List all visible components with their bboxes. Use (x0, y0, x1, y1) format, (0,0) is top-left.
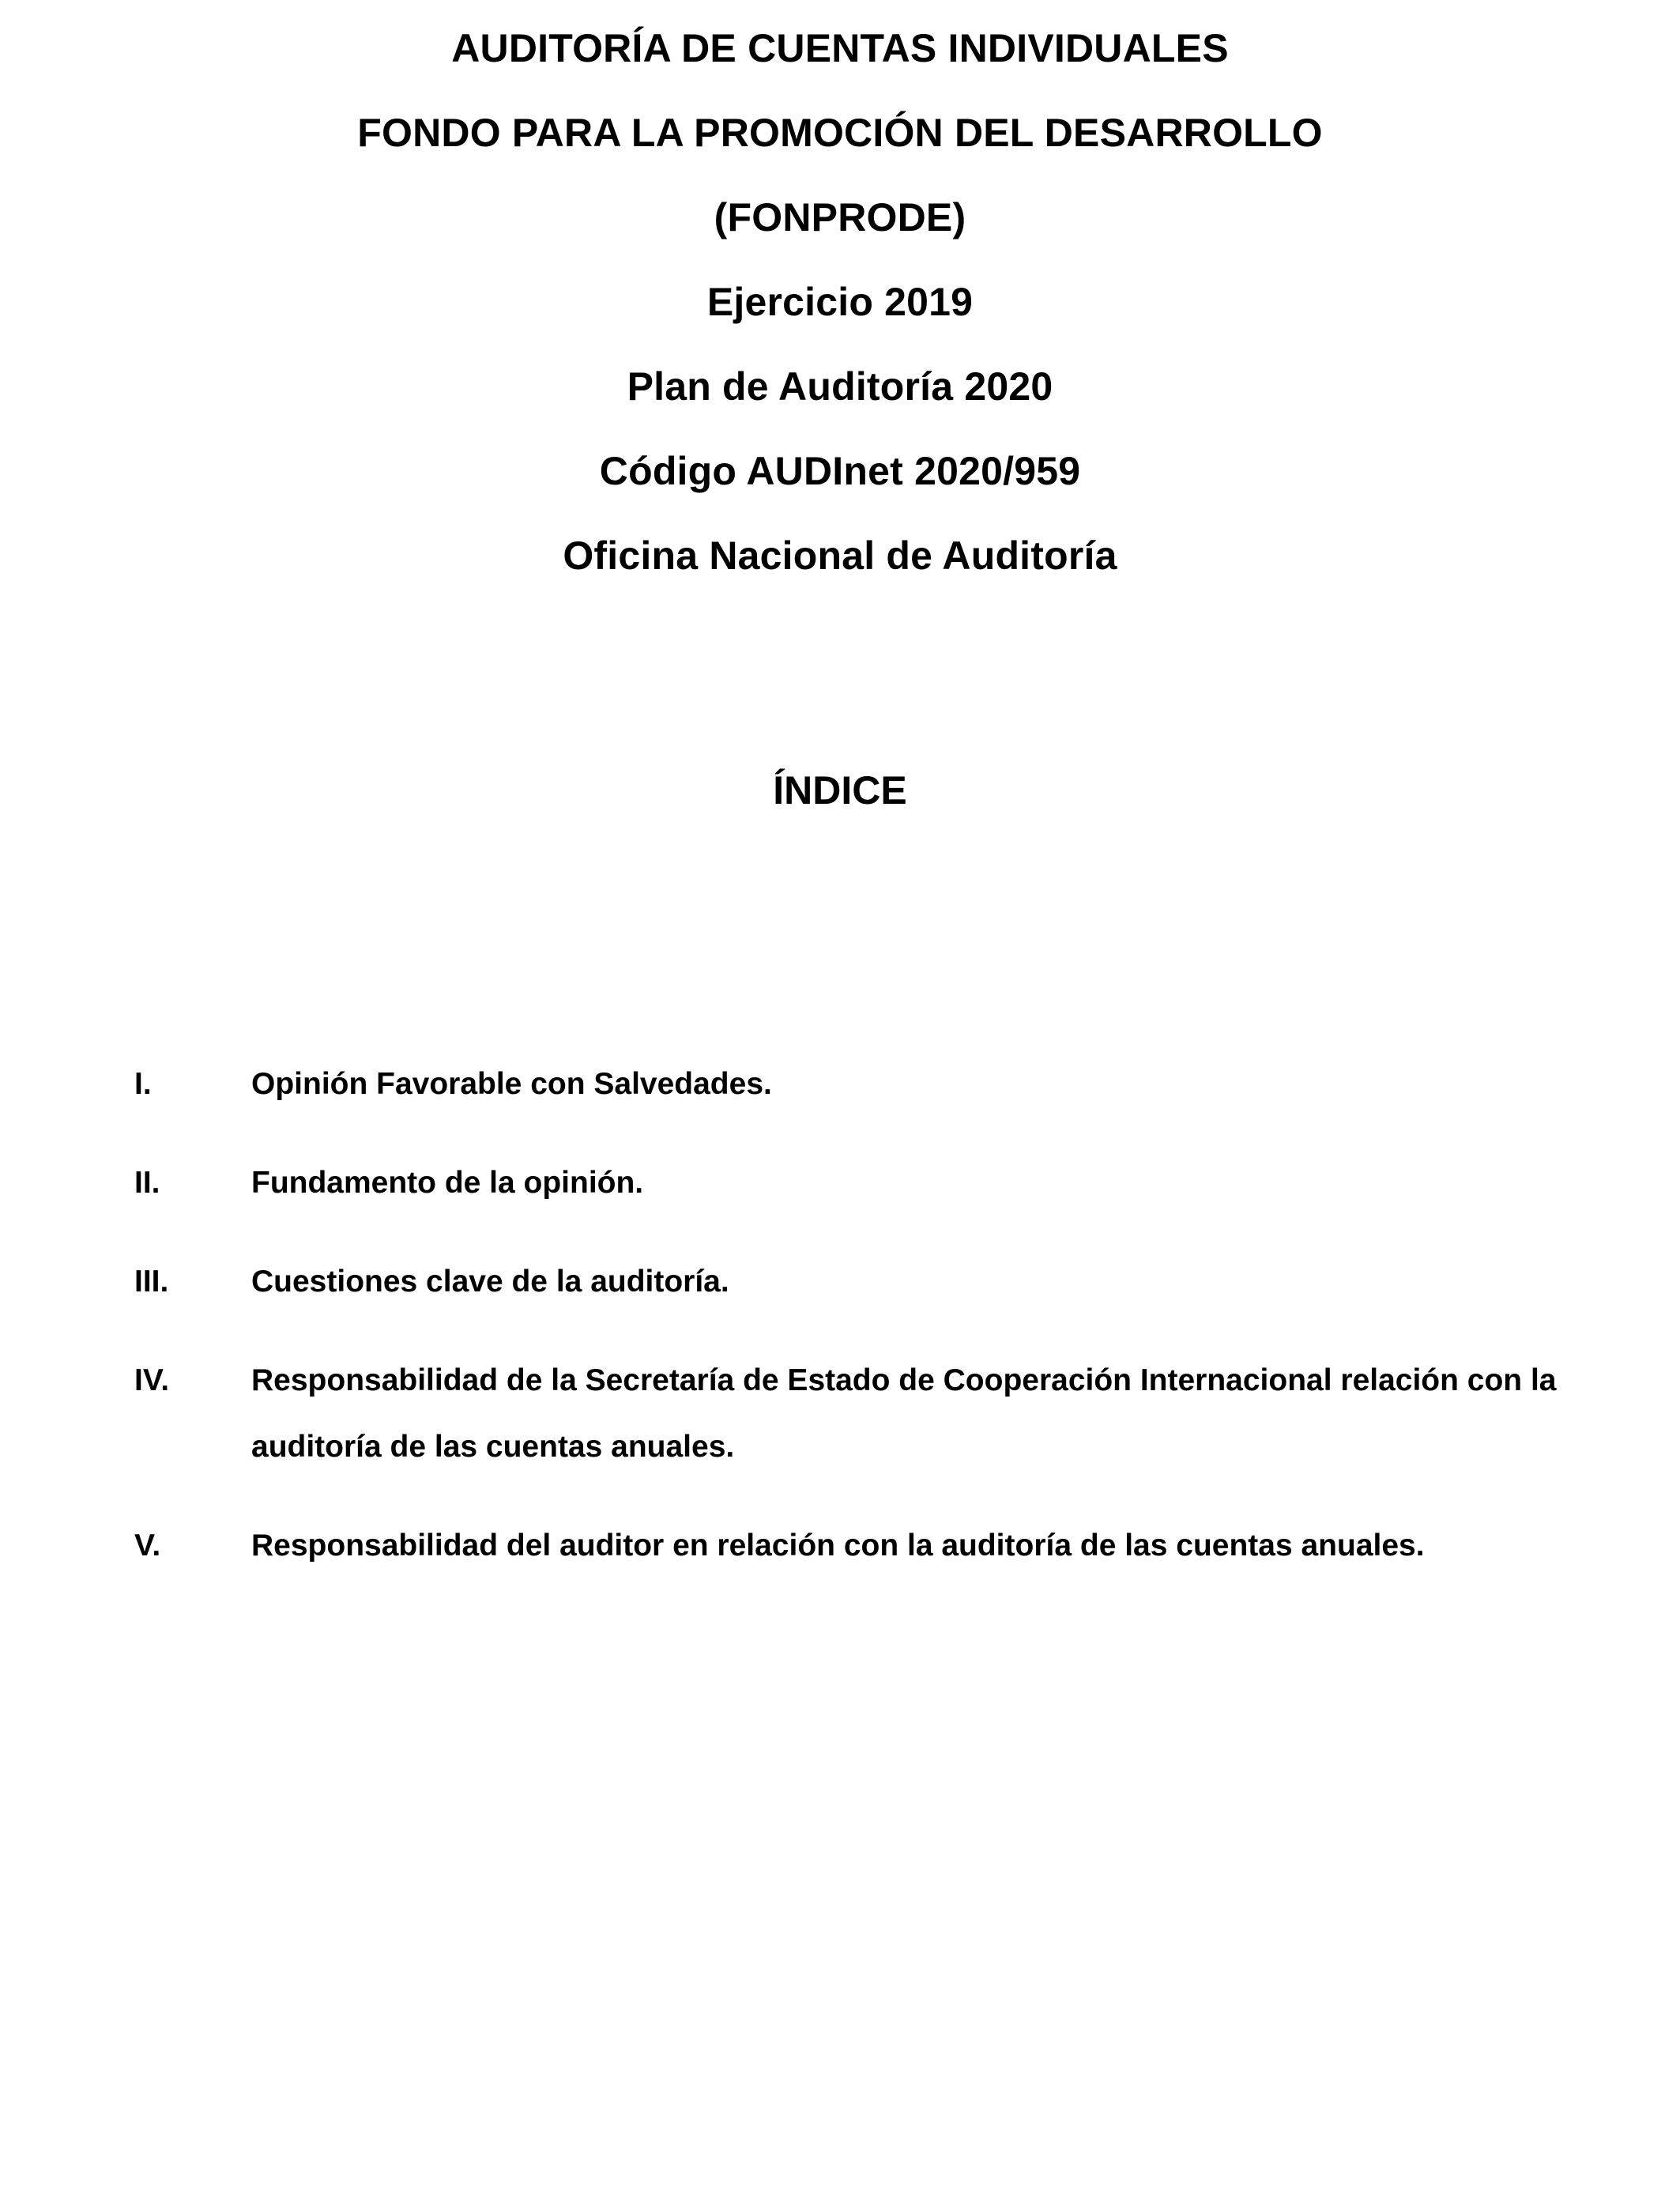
toc-item-text: Responsabilidad del auditor en relación con la auditoría de las cuentas anuales. (251, 1529, 1425, 1563)
toc-item-number: II. (134, 1166, 160, 1200)
title-fund-name: FONDO PARA LA PROMOCIÓN DEL DESARROLLO (357, 111, 1323, 155)
toc-item-text: Cuestiones clave de la auditoría. (251, 1265, 729, 1299)
toc-item-number: III. (134, 1265, 169, 1299)
title-office: Oficina Nacional de Auditoría (563, 533, 1117, 578)
title-audit-plan: Plan de Auditoría 2020 (627, 364, 1053, 409)
toc-item-text: Fundamento de la opinión. (251, 1166, 644, 1200)
title-fund-acronym: (FONPRODE) (714, 195, 966, 239)
toc-item-number: V. (134, 1529, 161, 1563)
toc-item-text: Responsabilidad de la Secretaría de Estado de Cooperación Internacional relación con la auditoría de las cuentas anuales. (251, 1363, 1557, 1464)
toc-item-number: I. (134, 1067, 152, 1101)
toc-item-number: IV. (134, 1363, 170, 1397)
toc-item-text: Opinión Favorable con Salvedades. (251, 1067, 772, 1101)
toc-item-5[interactable] (134, 1513, 1557, 1579)
report-title-block (0, 6, 1680, 598)
toc-item-1[interactable] (134, 1051, 1557, 1118)
title-audit-type: AUDITORÍA DE CUENTAS INDIVIDUALES (451, 26, 1229, 70)
toc-item-2[interactable] (134, 1150, 1557, 1216)
toc-item-4[interactable] (134, 1348, 1557, 1480)
toc-item-3[interactable] (134, 1249, 1557, 1315)
title-audinet-code: Código AUDInet 2020/959 (599, 449, 1081, 493)
index-heading: ÍNDICE (773, 768, 907, 812)
title-fiscal-year: Ejercicio 2019 (706, 280, 974, 324)
table-of-contents (134, 1051, 1557, 1612)
